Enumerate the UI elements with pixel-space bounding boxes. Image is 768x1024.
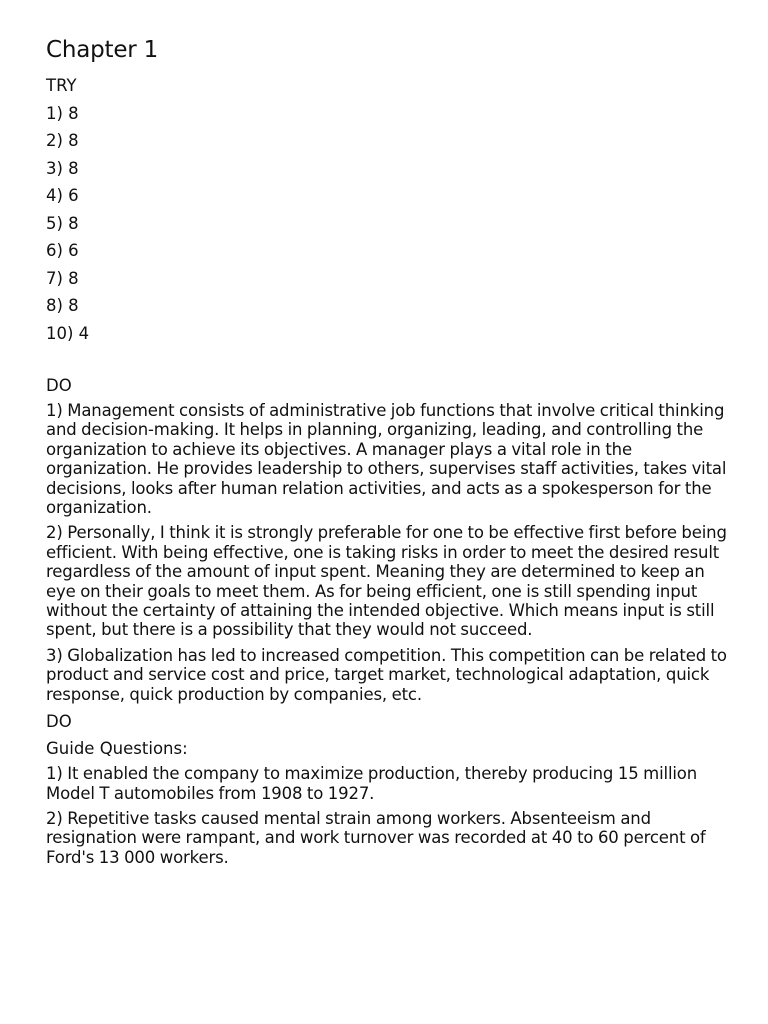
do-answer-paragraph: 2) Personally, I think it is strongly preferable for one to be effective first before being efficient. With being effective, one is taking risks in order to meet the desired result regardless of the amount of input spent. Meaning they are determined to keep an eye on their goals to meet them. As for being efficient, one is still spending input without the certainty of attaining the intended objective. Which means input is still spent, but there is a possibility that they would not succeed. bbox=[46, 523, 727, 640]
try-heading: TRY bbox=[46, 76, 77, 95]
try-answer: 6) 6 bbox=[46, 241, 79, 260]
do-section bbox=[46, 374, 728, 704]
guide-questions-heading: Guide Questions: bbox=[46, 739, 188, 759]
try-answer: 10) 4 bbox=[46, 323, 90, 343]
try-answer: 2) 8 bbox=[46, 131, 79, 150]
do-answer-paragraph: 3) Globalization has led to increased competition. This competition can be related to product and service cost and price, target market, technological adaptation, quick response, quick production by companies, etc. bbox=[46, 645, 727, 704]
try-answer-list bbox=[46, 100, 728, 348]
do-answer-paragraph: 1) Management consists of administrative job functions that involve critical thinking and decision-making. It helps in planning, organizing, leading, and controlling the organization to achieve its objectives. A manager plays a vital role in the organization. He provides leadership to others, supervises staff activities, takes vital decisions, looks after human relation activities, and acts as a spokesperson for the organization. bbox=[46, 401, 727, 518]
try-answer: 5) 8 bbox=[46, 213, 79, 233]
do-heading-2: DO bbox=[46, 712, 72, 732]
chapter-title: Chapter 1 bbox=[46, 37, 159, 63]
try-answer: 7) 8 bbox=[46, 268, 79, 288]
do-heading: DO bbox=[46, 376, 72, 395]
do-section-guide bbox=[46, 710, 728, 867]
section-spacer bbox=[46, 347, 728, 374]
try-answer: 8) 8 bbox=[46, 296, 79, 315]
try-answer: 3) 8 bbox=[46, 158, 79, 178]
try-answer: 1) 8 bbox=[46, 103, 79, 123]
try-section bbox=[46, 72, 728, 347]
guide-answer-paragraph: 1) It enabled the company to maximize production, thereby producing 15 million Model T automobiles from 1908 to 1927. bbox=[46, 764, 698, 803]
guide-answer-paragraph: 2) Repetitive tasks caused mental strain among workers. Absenteeism and resignation were rampant, and work turnover was recorded at 40 to 60 percent of Ford's 13 000 workers. bbox=[46, 808, 706, 867]
try-answer: 4) 6 bbox=[46, 186, 79, 205]
